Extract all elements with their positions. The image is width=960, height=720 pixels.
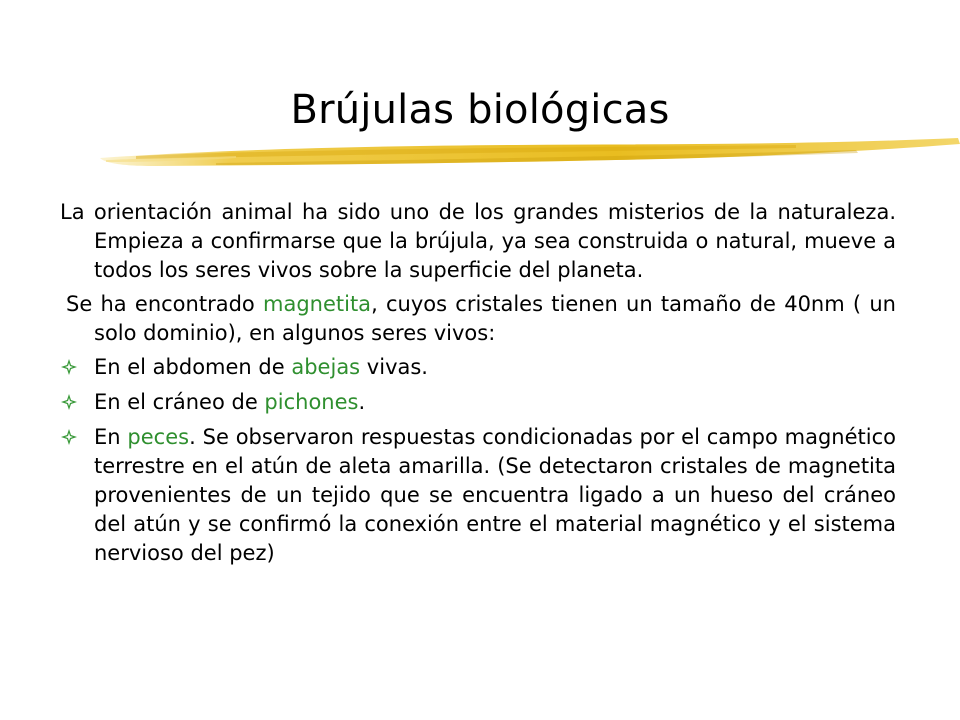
bullet-fish-lead: En [94,425,128,449]
magnetite-paragraph [60,290,896,348]
bullet-bees-lead: En el abdomen de [94,355,292,379]
pigeons-highlight: pichones [264,390,359,414]
bullet-item-bees [60,353,896,382]
bullet-fish-rest: . Se observaron respuestas condicionadas por el campo magnético terrestre en el atún de aleta amarilla. (Se detectaron cristales de magnetita provenientes de un tejido que se encuentra ligado a un hueso del cráneo del atún y se confirmó la conexión entre el material magnético y el sistema nervioso del pez) [94,425,896,565]
title-underline-brush [96,136,960,176]
bullet-bees-rest: vivas. [360,355,428,379]
slide-body [60,198,896,574]
bullet-item-pigeons [60,388,896,417]
magnetite-paragraph-rest: , cuyos cristales tienen un tamaño de 40nm ( un solo dominio), en algunos seres vivos: [94,292,896,345]
intro-paragraph: La orientación animal ha sido uno de los grandes misterios de la naturaleza. Empieza a confirmarse que la brújula, ya sea construida o natural, mueve a todos los seres vivos sobre la superficie del planeta. [60,200,896,282]
diamond-star-icon [60,358,78,376]
bullet-pigeons-lead: En el cráneo de [94,390,265,414]
diamond-star-icon [60,428,78,446]
fish-highlight: peces [127,425,190,449]
magnetite-highlight: magnetita [263,292,372,316]
magnetite-paragraph-lead: Se ha encontrado [66,292,263,316]
slide-title: Brújulas biológicas [290,87,670,133]
bullet-item-fish [60,423,896,568]
bullet-pigeons-rest: . [358,390,366,414]
bees-highlight: abejas [291,355,361,379]
diamond-star-icon [60,393,78,411]
